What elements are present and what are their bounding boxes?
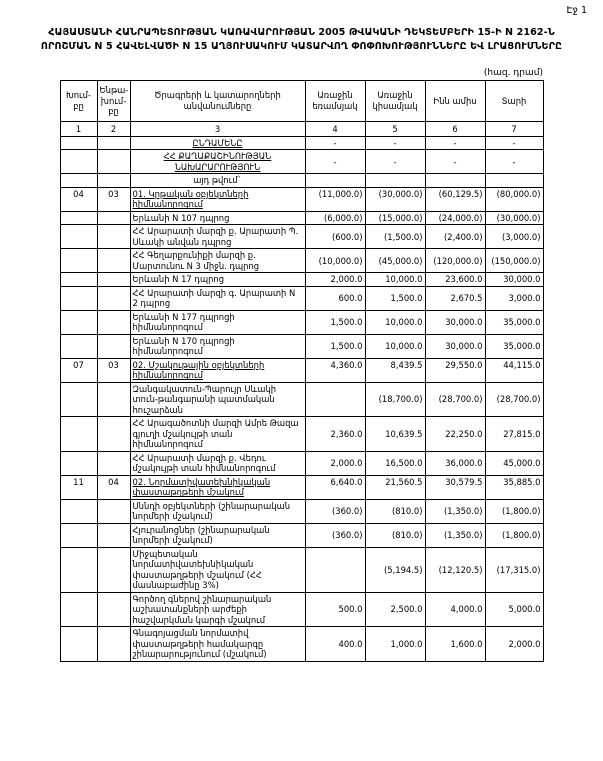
quarter-cell xyxy=(305,174,365,188)
year-cell: 30,000.0 xyxy=(485,273,543,287)
name-cell: ՀՀ Արագածոտնի մարզի Ամրե Թազա գյուղի մշակույթի տան հիմնանորոգում xyxy=(130,417,305,452)
ninemonths-cell: 30,000.0 xyxy=(425,310,485,334)
group-cell: 07 xyxy=(60,358,97,382)
name-cell: Սննդի օբյեկտների (շինարարական նորմերի մշակում) xyxy=(130,499,305,523)
subgroup-cell xyxy=(97,547,130,592)
group-cell xyxy=(60,273,97,287)
year-cell: 5,000.0 xyxy=(485,592,543,627)
subgroup-cell: 04 xyxy=(97,475,130,499)
year-cell: (30,000.0) xyxy=(485,211,543,225)
table-row xyxy=(60,592,543,627)
halfyear-cell xyxy=(365,174,425,188)
year-cell: 3,000.0 xyxy=(485,286,543,310)
quarter-cell: 2,000.0 xyxy=(305,451,365,475)
name-cell: ՀՀ Գեղարքունիքի մարզի ք. Մարտունու N 3 միջն. դպրոց xyxy=(130,249,305,273)
ninemonths-cell: (12,120.5) xyxy=(425,547,485,592)
halfyear-cell: (1,500.0) xyxy=(365,225,425,249)
name-cell: Երևանի N 170 դպրոցի հիմնանորոգում xyxy=(130,334,305,358)
ninemonths-cell: - xyxy=(425,150,485,174)
subgroup-cell xyxy=(97,174,130,188)
ninemonths-cell: 23,600.0 xyxy=(425,273,485,287)
halfyear-cell: 21,560.5 xyxy=(365,475,425,499)
year-cell: - xyxy=(485,136,543,150)
table-row xyxy=(60,310,543,334)
year-cell: (150,000.0) xyxy=(485,249,543,273)
group-cell xyxy=(60,136,97,150)
quarter-cell: - xyxy=(305,136,365,150)
year-cell: (3,000.0) xyxy=(485,225,543,249)
subgroup-cell xyxy=(97,211,130,225)
group-cell xyxy=(60,592,97,627)
year-cell: (1,800.0) xyxy=(485,523,543,547)
group-cell xyxy=(60,249,97,273)
group-cell xyxy=(60,499,97,523)
name-cell: Երևանի N 107 դպրոց xyxy=(130,211,305,225)
ninemonths-cell: 30,579.5 xyxy=(425,475,485,499)
group-cell xyxy=(60,417,97,452)
subgroup-cell xyxy=(97,417,130,452)
table-header-row xyxy=(60,80,543,121)
group-cell xyxy=(60,225,97,249)
name-cell: ՀՀ Արարատի մարզի ք. Արարատի Պ. Սևակի անվան դպրոց xyxy=(130,225,305,249)
ninemonths-cell xyxy=(425,174,485,188)
subgroup-cell: 03 xyxy=(97,358,130,382)
year-cell: (80,000.0) xyxy=(485,187,543,211)
col-number-5: 5 xyxy=(365,121,425,136)
table-row xyxy=(60,523,543,547)
table-row xyxy=(60,499,543,523)
table-row xyxy=(60,358,543,382)
subgroup-cell xyxy=(97,334,130,358)
ninemonths-cell: (1,350.0) xyxy=(425,499,485,523)
table-row xyxy=(60,136,543,150)
table-row xyxy=(60,150,543,174)
ninemonths-cell: (2,400.0) xyxy=(425,225,485,249)
table-row xyxy=(60,475,543,499)
table-row xyxy=(60,286,543,310)
name-cell: Գործող գներով շինարարական աշխատանքների արժեքի հաշվարկման կարգի մշակում xyxy=(130,592,305,627)
halfyear-cell: (15,000.0) xyxy=(365,211,425,225)
year-cell: (28,700.0) xyxy=(485,382,543,417)
quarter-cell: 6,640.0 xyxy=(305,475,365,499)
group-cell xyxy=(60,451,97,475)
halfyear-cell: 10,000.0 xyxy=(365,273,425,287)
column-number-row xyxy=(60,121,543,136)
table-row xyxy=(60,382,543,417)
quarter-cell: (360.0) xyxy=(305,523,365,547)
subgroup-cell xyxy=(97,627,130,662)
ninemonths-cell: 30,000.0 xyxy=(425,334,485,358)
ninemonths-cell: 22,250.0 xyxy=(425,417,485,452)
document-title xyxy=(6,26,597,54)
table-row xyxy=(60,627,543,662)
col-number-2: 2 xyxy=(97,121,130,136)
table-body xyxy=(60,136,543,661)
col-header-ninemonths: Ինն ամիս xyxy=(425,80,485,121)
ninemonths-cell: (120,000.0) xyxy=(425,249,485,273)
name-cell: 02. Նորմատիվատեխնիկական փաստաթղթերի մշակում xyxy=(130,475,305,499)
group-cell: 11 xyxy=(60,475,97,499)
year-cell: (17,315.0) xyxy=(485,547,543,592)
name-cell: Գնագոյացման նորմատիվ փաստաթղթերի համակարգը շինարարությունում (մշակում) xyxy=(130,627,305,662)
year-cell xyxy=(485,174,543,188)
name-cell: ԸՆԴԱՄԵՆԸ xyxy=(130,136,305,150)
quarter-cell xyxy=(305,382,365,417)
halfyear-cell: (18,700.0) xyxy=(365,382,425,417)
table-row xyxy=(60,249,543,273)
halfyear-cell: 10,000.0 xyxy=(365,310,425,334)
year-cell: 35,885.0 xyxy=(485,475,543,499)
year-cell: 35,000.0 xyxy=(485,310,543,334)
subgroup-cell: 03 xyxy=(97,187,130,211)
quarter-cell: 500.0 xyxy=(305,592,365,627)
quarter-cell: (6,000.0) xyxy=(305,211,365,225)
halfyear-cell: (810.0) xyxy=(365,499,425,523)
unit-note: (հազ. դրամ) xyxy=(483,67,543,78)
name-cell: Միջպետական նորմատիվատեխնիկական փաստաթղթերի մշակում (ՀՀ մասնաբաժինը 3%) xyxy=(130,547,305,592)
year-cell: 44,115.0 xyxy=(485,358,543,382)
subgroup-cell xyxy=(97,225,130,249)
group-cell xyxy=(60,334,97,358)
halfyear-cell: 1,500.0 xyxy=(365,286,425,310)
quarter-cell: 600.0 xyxy=(305,286,365,310)
subgroup-cell xyxy=(97,499,130,523)
name-cell: 01. Կրթական օբյեկտների հիմնանորոգում xyxy=(130,187,305,211)
year-cell: - xyxy=(485,150,543,174)
col-header-names: Ծրագրերի և կատարողների անվանումները xyxy=(130,80,305,121)
group-cell xyxy=(60,310,97,334)
subgroup-cell xyxy=(97,150,130,174)
col-number-1: 1 xyxy=(60,121,97,136)
halfyear-cell: (30,000.0) xyxy=(365,187,425,211)
ninemonths-cell: (28,700.0) xyxy=(425,382,485,417)
halfyear-cell: 8,439.5 xyxy=(365,358,425,382)
name-cell: 02. Մշակութային օբյեկտների հիմնանորոգում xyxy=(130,358,305,382)
col-number-7: 7 xyxy=(485,121,543,136)
col-number-4: 4 xyxy=(305,121,365,136)
table-row xyxy=(60,273,543,287)
col-number-3: 3 xyxy=(130,121,305,136)
year-cell: 45,000.0 xyxy=(485,451,543,475)
year-cell: (1,800.0) xyxy=(485,499,543,523)
halfyear-cell: 2,500.0 xyxy=(365,592,425,627)
table-row xyxy=(60,174,543,188)
ninemonths-cell: 36,000.0 xyxy=(425,451,485,475)
quarter-cell: 2,000.0 xyxy=(305,273,365,287)
col-header-halfyear: Առաջին կիսամյակ xyxy=(365,80,425,121)
col-number-6: 6 xyxy=(425,121,485,136)
table-row xyxy=(60,187,543,211)
subgroup-cell xyxy=(97,273,130,287)
name-cell: Երևանի N 17 դպրոց xyxy=(130,273,305,287)
budget-table xyxy=(60,80,544,662)
halfyear-cell: (810.0) xyxy=(365,523,425,547)
quarter-cell: 1,500.0 xyxy=(305,310,365,334)
ninemonths-cell: 29,550.0 xyxy=(425,358,485,382)
halfyear-cell: - xyxy=(365,150,425,174)
quarter-cell: 400.0 xyxy=(305,627,365,662)
title-line-2: ՈՐՈՇՄԱՆ N 5 ՀԱՎԵԼՎԱԾԻ N 15 ԱՂՅՈՒՍԱԿՈՒՄ ԿԱՏԱՐՎՈՂ ՓՈՓՈԽՈՒԹՅՈՒՆՆԵՐԸ ԵՎ ԼՐԱՑՈՒՄՆԵՐԸ xyxy=(40,40,563,52)
title-line-1: ՀԱՅԱՍՏԱՆԻ ՀԱՆՐԱՊԵՏՈՒԹՅԱՆ ԿԱՌԱՎԱՐՈՒԹՅԱՆ 2005 ԹՎԱԿԱՆԻ ԴԵԿՏԵՄԲԵՐԻ 15-Ի N 2162-Ն xyxy=(48,27,555,38)
name-cell: ՀՀ Արարատի մարզի գ. Արարատի N 2 դպրոց xyxy=(130,286,305,310)
col-header-quarter: Առաջին եռամսյակ xyxy=(305,80,365,121)
quarter-cell: (11,000.0) xyxy=(305,187,365,211)
group-cell xyxy=(60,382,97,417)
ninemonths-cell: - xyxy=(425,136,485,150)
ninemonths-cell: 1,600.0 xyxy=(425,627,485,662)
name-cell: այդ թվում` xyxy=(130,174,305,188)
halfyear-cell: 16,500.0 xyxy=(365,451,425,475)
group-cell xyxy=(60,174,97,188)
subgroup-cell xyxy=(97,451,130,475)
name-cell: ՀՀ ՔԱՂԱՔԱՇԻՆՈՒԹՅԱՆ ՆԱԽԱՐԱՐՈՒԹՅՈՒՆ xyxy=(130,150,305,174)
group-cell xyxy=(60,286,97,310)
quarter-cell: 4,360.0 xyxy=(305,358,365,382)
col-header-year: Տարի xyxy=(485,80,543,121)
quarter-cell: (10,000.0) xyxy=(305,249,365,273)
subgroup-cell xyxy=(97,249,130,273)
halfyear-cell: (5,194.5) xyxy=(365,547,425,592)
subgroup-cell xyxy=(97,310,130,334)
quarter-cell xyxy=(305,547,365,592)
halfyear-cell: - xyxy=(365,136,425,150)
ninemonths-cell: 4,000.0 xyxy=(425,592,485,627)
group-cell xyxy=(60,547,97,592)
halfyear-cell: (45,000.0) xyxy=(365,249,425,273)
name-cell: Զանգակատուն-Պարույր Սևակի տուն-թանգարանի պատմական հուշարձան xyxy=(130,382,305,417)
page-number: Էջ 1 xyxy=(566,5,587,16)
table-row xyxy=(60,225,543,249)
halfyear-cell: 10,639.5 xyxy=(365,417,425,452)
group-cell xyxy=(60,627,97,662)
name-cell: Հյուրանոցներ (շինարարական նորմերի մշակում) xyxy=(130,523,305,547)
col-header-group: Խում-բը xyxy=(60,80,97,121)
group-cell xyxy=(60,211,97,225)
quarter-cell: (600.0) xyxy=(305,225,365,249)
ninemonths-cell: (60,129.5) xyxy=(425,187,485,211)
name-cell: ՀՀ Արարատի մարզի ք. Վեդու մշակույթի տան հիմնանորոգում xyxy=(130,451,305,475)
subgroup-cell xyxy=(97,523,130,547)
year-cell: 35,000.0 xyxy=(485,334,543,358)
year-cell: 2,000.0 xyxy=(485,627,543,662)
quarter-cell: (360.0) xyxy=(305,499,365,523)
subgroup-cell xyxy=(97,592,130,627)
table-row xyxy=(60,417,543,452)
col-header-subgroup: Ենթա-խում-բը xyxy=(97,80,130,121)
subgroup-cell xyxy=(97,136,130,150)
table-row xyxy=(60,547,543,592)
ninemonths-cell: (1,350.0) xyxy=(425,523,485,547)
group-cell xyxy=(60,150,97,174)
ninemonths-cell: 2,670.5 xyxy=(425,286,485,310)
table-row xyxy=(60,451,543,475)
subgroup-cell xyxy=(97,286,130,310)
ninemonths-cell: (24,000.0) xyxy=(425,211,485,225)
quarter-cell: - xyxy=(305,150,365,174)
group-cell: 04 xyxy=(60,187,97,211)
group-cell xyxy=(60,523,97,547)
quarter-cell: 2,360.0 xyxy=(305,417,365,452)
table-row xyxy=(60,211,543,225)
halfyear-cell: 10,000.0 xyxy=(365,334,425,358)
quarter-cell: 1,500.0 xyxy=(305,334,365,358)
table-row xyxy=(60,334,543,358)
halfyear-cell: 1,000.0 xyxy=(365,627,425,662)
year-cell: 27,815.0 xyxy=(485,417,543,452)
name-cell: Երևանի N 177 դպրոցի հիմնանորոգում xyxy=(130,310,305,334)
subgroup-cell xyxy=(97,382,130,417)
